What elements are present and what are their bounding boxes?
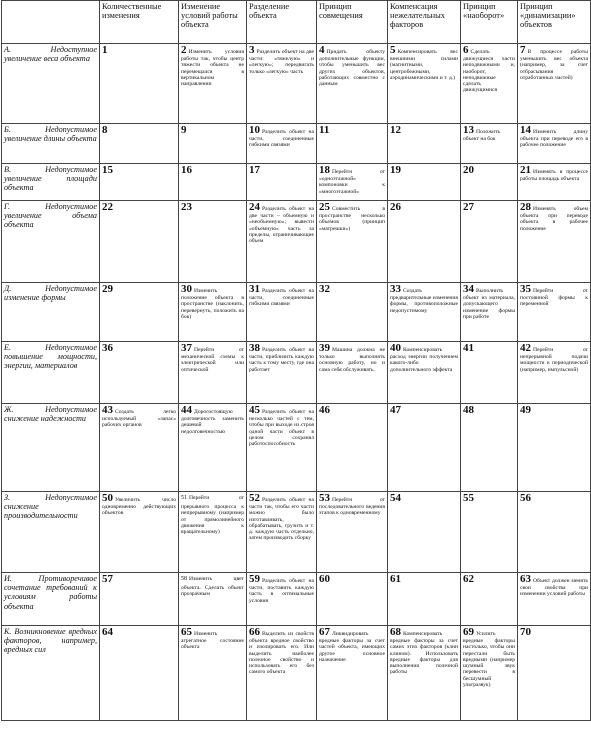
cell-text: Изменить положение объекта в пространстве (наклонить, перевернуть, положить на бок) [181,288,244,320]
principle-cell [388,164,461,201]
principle-cell [317,44,388,124]
principle-cell [518,201,591,283]
cell-number: 61 [390,573,401,585]
cell-number: 37 [181,342,192,354]
principle-cell [518,342,591,404]
cell-text: Совместить в пространстве несколько объемов (принцип «матрешки») [319,206,385,232]
cell-number: 50 [102,492,113,504]
principle-cell [247,626,317,721]
cell-text: Изменить длину объекта при переводе его в рабочее положение [520,129,588,149]
cell-text: Машина должна не только выполнять основную работу, но и сама себя обслуживать. [319,347,385,373]
row-header: К. Возникновение вредных факторов, например, вредных сил [2,626,100,721]
cell-text: Разделить объект на две части – объемную и «необъемную»; вывести «объемную» часть за пределы, ограничивающие объем [249,206,314,245]
cell-number: 3 [249,44,255,56]
principle-cell [247,44,317,124]
column-header: Разделение объекта [247,1,317,44]
principle-cell [518,492,591,573]
principle-cell [461,404,518,492]
table-row [2,492,591,573]
principle-cell [388,404,461,492]
cell-number: 40 [390,342,401,354]
cell-number: 8 [102,124,108,136]
cell-number: 6 [463,44,469,56]
cell-number: 28 [520,201,531,213]
principle-cell [388,201,461,283]
cell-text: Перейти от «одноэтажной» компоновки к «многоэтажной» [319,169,385,195]
cell-number: 41 [463,342,474,354]
principle-cell [317,404,388,492]
cell-text: Разделить объект на части, поставить каждую часть в оптимальные условия [249,578,314,604]
principle-cell [247,164,317,201]
cell-number: 53 [319,492,330,504]
cell-number: 44 [181,404,192,416]
cell-number: 39 [319,342,330,354]
principle-cell [100,124,179,164]
cell-text: Выделить из свойств объекта вредное свойство и изолировать его. Или выделить наиболее полезное свойство и использовать его без самого объекта [249,631,314,676]
principle-cell [247,124,317,164]
principle-cell [461,124,518,164]
cell-number: 60 [319,573,330,585]
principle-cell [461,342,518,404]
header-row [2,1,591,44]
column-header: Количественные изменения [100,1,179,44]
principle-cell [518,44,591,124]
row-header: Б. Недопустимое увеличение длины объекта [2,124,100,164]
cell-text: Перейти от прерывного процесса к непрерывному (например от прямолинейного движения к вращательному) [181,495,244,536]
principle-cell [461,283,518,342]
cell-number: 7 [520,44,526,56]
cell-number: 64 [102,626,113,638]
cell-text: Разделить объект на части, соединенные гибкими связями [249,129,314,149]
cell-number: 32 [319,283,330,295]
cell-text: Положить объект на бок [463,129,501,142]
cell-text: Компенсировать расход энергии получением какого-либо дополнительного эффекта [390,347,458,373]
cell-number: 67 [319,626,330,638]
principle-cell [179,164,247,201]
cell-number: 11 [319,124,330,136]
principle-cell [100,342,179,404]
cell-number: 48 [463,404,474,416]
row-header: Г. Недопустимое увеличение объема объекта [2,201,100,283]
principle-cell [518,164,591,201]
principle-cell [388,626,461,721]
column-header: Изменение условий работы объекта [179,1,247,44]
cell-text: Изменить условия работы так, чтобы центр тяжести объекта не перемещался в вертикальном направлении [181,49,244,88]
cell-text: Разделить объект на части, приблизить каждую часть к тому месту, где она работает [249,347,314,373]
cell-number: 35 [520,283,531,295]
principle-cell [461,573,518,626]
table-row [2,626,591,721]
cell-text: Перейти от постоянной формы к переменной [520,288,588,308]
table-row [2,404,591,492]
cell-text: Разделить объект на части, соединенные гибкими связями [249,288,314,308]
cell-number: 30 [181,283,192,295]
cell-number: 14 [520,124,531,136]
principle-cell [518,573,591,626]
cell-number: 46 [319,404,330,416]
cell-number: 42 [520,342,531,354]
cell-number: 21 [520,164,531,176]
cell-number: 27 [463,201,474,213]
cell-number: 62 [463,573,474,585]
cell-text: Изменять в процессе работы площадь объекта [520,169,588,182]
cell-number: 58 [181,576,187,582]
cell-text: Компенсировать вес внешними силами (магнитными, центробежными, аэродинамическими и т. д.) [390,49,458,81]
cell-number: 43 [102,404,113,416]
column-header: Принцип совмещения [317,1,388,44]
principle-cell [247,283,317,342]
principle-cell [461,626,518,721]
cell-number: 29 [102,283,113,295]
principle-cell [179,44,247,124]
principle-cell [518,404,591,492]
principle-cell [247,573,317,626]
column-header: Компенсация нежелательных факторов [388,1,461,44]
principle-cell [388,44,461,124]
principle-cell [461,164,518,201]
cell-number: 22 [102,201,113,213]
principle-cell [388,342,461,404]
cell-number: 16 [181,164,192,176]
principle-cell [179,626,247,721]
principle-cell [179,201,247,283]
column-header: Принцип «динамизации» объектов [518,1,591,44]
principle-cell [179,124,247,164]
cell-number: 23 [181,201,192,213]
table-row [2,283,591,342]
principle-cell [518,283,591,342]
cell-number: 68 [390,626,401,638]
principle-cell [518,626,591,721]
cell-number: 19 [390,164,401,176]
cell-number: 33 [390,283,401,295]
cell-number: 5 [390,44,396,56]
row-header: В. Недопустимое увеличение площади объекта [2,164,100,201]
cell-number: 31 [249,283,260,295]
principle-cell [100,492,179,573]
cell-number: 38 [249,342,260,354]
cell-text: Изменить агрегатное состояние объекта [181,631,244,651]
principle-cell [179,283,247,342]
cell-number: 70 [520,626,531,638]
cell-text: Перейти от механической схемы к электрической или оптической [181,347,244,373]
cell-text: Изменить цвет объекта. Сделать объект прозрачным [181,576,244,598]
column-header: Принцип «наоборот» [461,1,518,44]
row-header: Д. Недопустимое изменение формы [2,283,100,342]
principle-cell [179,342,247,404]
row-header: Е. Недопустимое повышение мощности, энергии, материалов [2,342,100,404]
table-row [2,164,591,201]
cell-number: 55 [463,492,474,504]
principle-cell [518,124,591,164]
cell-number: 4 [319,44,325,56]
cell-number: 63 [520,573,531,585]
principles-table [1,0,591,721]
cell-text: Создать предварительные изменения формы, противоположные недопустимому [390,288,458,314]
row-header: И. Противоречивое сочетание требований к условиям работы объекта [2,573,100,626]
principle-cell [247,404,317,492]
principle-cell [461,492,518,573]
table-row [2,124,591,164]
principle-cell [247,492,317,573]
cell-text: Разделить объект на две части: «тяжелую» и «легкую»; передвигать только «легкую» часть [249,49,314,75]
cell-number: 24 [249,201,260,213]
principle-cell [317,626,388,721]
principle-cell [179,573,247,626]
principle-cell [317,201,388,283]
cell-text: Увеличить число одновременно действующих объектов [102,497,176,517]
cell-number: 65 [181,626,192,638]
cell-text: В процессе работы уменьшить вес объекта (например, за счет отбрасывания отработанных частей) [520,49,588,81]
principle-cell [388,124,461,164]
table-row [2,44,591,124]
principle-cell [461,44,518,124]
cell-text: Сделать движущиеся части неподвижными и, наоборот, неподвижные сделать движущимися [463,49,515,94]
cell-number: 2 [181,44,187,56]
cell-text: Придать объекту дополнительные функции, чтобы уменьшить вес других объектов, работающих совместно с данным [319,49,385,88]
cell-text: Изменять объем объекта при переводе объекта в рабочее положение [520,206,588,232]
table-row [2,573,591,626]
principle-cell [100,573,179,626]
cell-text: Перейти от непрерывной подачи мощности к периодической (например, импульсной) [520,347,588,373]
cell-text: Создать легко используемый «запас» рабочих органов [102,409,176,429]
cell-number: 66 [249,626,260,638]
principle-cell [100,201,179,283]
cell-number: 56 [520,492,531,504]
cell-number: 52 [249,492,260,504]
principle-cell [247,201,317,283]
principle-cell [317,573,388,626]
cell-number: 57 [102,573,113,585]
cell-text: Перейти от последовательного ведения этапов к одновременному [319,497,385,517]
cell-number: 45 [249,404,260,416]
cell-number: 59 [249,573,260,585]
principle-cell [317,492,388,573]
cell-number: 1 [102,44,108,56]
cell-number: 17 [249,164,260,176]
row-header: Ж. Недопустимое снижение надежности [2,404,100,492]
principle-cell [100,44,179,124]
cell-number: 69 [463,626,474,638]
cell-text: Разделить объект на несколько частей с тем, чтобы при выходе из строя одной части объект в целом сохранял работоспособность [249,409,314,448]
cell-number: 10 [249,124,260,136]
row-header: А. Недоступное увеличение веса объекта [2,44,100,124]
cell-text: Усилить вредные факторы настолько, чтобы они перестали быть вредными (например шумный звук перевести в бесшумный ультразвук) [463,631,515,689]
principle-cell [100,164,179,201]
table-row [2,342,591,404]
cell-text: Разделить объект на части так, чтобы его части можно было изготавливать, обрабатывать, грузить и т. д. каждую часть отдельно, затем производить сборку [249,497,314,542]
cell-text: Дорогостоящую долговечность заменить дешевой недолговечностью [181,409,244,435]
principle-cell [317,124,388,164]
cell-number: 12 [390,124,401,136]
principle-cell [388,573,461,626]
cell-number: 9 [181,124,187,136]
cell-number: 51 [181,495,187,501]
corner-cell [2,1,100,44]
cell-number: 26 [390,201,401,213]
principle-cell [317,283,388,342]
principle-cell [179,404,247,492]
principle-cell [179,492,247,573]
cell-number: 18 [319,164,330,176]
principle-cell [100,404,179,492]
row-header: З. Недопустимое снижение производительности [2,492,100,573]
cell-number: 54 [390,492,401,504]
cell-number: 34 [463,283,474,295]
cell-number: 13 [463,124,474,136]
cell-text: Ликвидировать вредные факторы за счет частей объекта, имеющих другое основное назначение [319,631,385,663]
table-row [2,201,591,283]
principle-cell [100,283,179,342]
cell-number: 49 [520,404,531,416]
cell-number: 20 [463,164,474,176]
cell-number: 15 [102,164,113,176]
cell-text: Компенсировать вредные факторы за счет самих этих факторов (клин клином). Использовать вредные факторы для выполнения полезной работы [390,631,458,676]
principle-cell [317,164,388,201]
cell-text: Объект должен менять свои свойства при изменении условий работы [520,578,588,598]
principle-cell [388,283,461,342]
cell-number: 47 [390,404,401,416]
principle-cell [461,201,518,283]
cell-number: 36 [102,342,113,354]
cell-text: Выполнить объект из материала, допускающего изменение формы при работе [463,288,515,320]
principle-cell [100,626,179,721]
principle-cell [247,342,317,404]
cell-number: 25 [319,201,330,213]
principle-cell [388,492,461,573]
principle-cell [317,342,388,404]
